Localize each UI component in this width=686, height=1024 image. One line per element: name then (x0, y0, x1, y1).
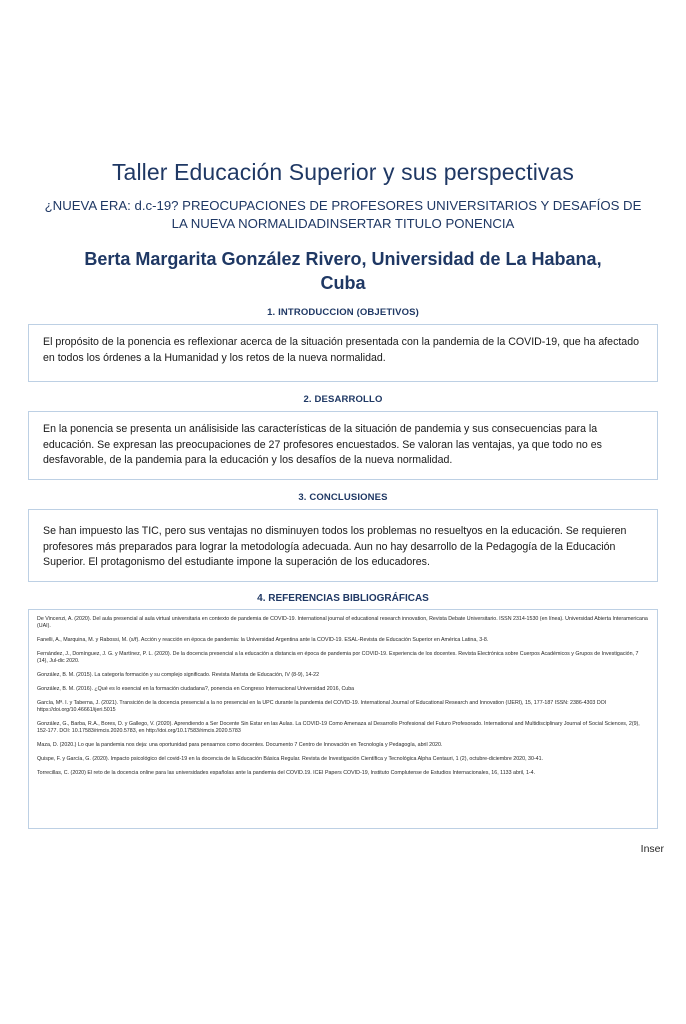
reference-item: González, B. M. (2016). ¿Qué es lo esencial en la formación ciudadana?, ponencia en Congreso Internacional Universidad 2016, Cuba (37, 685, 355, 692)
poster-authors: Berta Margarita González Rivero, Universidad de La Habana, Cuba (84, 249, 602, 293)
section-box-desarrollo (28, 411, 658, 480)
reference-item: García, Mª. I. y Taberna, J. (2021). Transición de la docencia presencial a la no presencial en la UPC durante la pandemia del COVID-19. International Journal of Educational Research and Innovation (IJERI), 15, 177-187 ISSN: 2386-4303 DOI https://doi.org/10.46661/ijeri.5015 (37, 699, 607, 713)
poster-header (28, 0, 658, 295)
poster-subtitle: ¿NUEVA ERA: d.c-19? PREOCUPACIONES DE PROFESORES UNIVERSITARIOS Y DESAFÍOS DE LA NUEVA NORMALIDADINSERTAR TITULO PONENCIA (44, 197, 642, 232)
reference-item: Quispe, F. y García, G. (2020). Impacto psicológico del covid-19 en la docencia de la Educación Básica Regular. Revista de Investigación Científica y Tecnológica Alpha Centauri, 1 (2), octubre-diciembre 2020, 30-41. (37, 755, 544, 762)
page-title: Taller Educación Superior y sus perspectivas (111, 159, 575, 185)
reference-item: Fanelli, A., Marquina, M. y Rabossi, M. (s/f). Acción y reacción en época de pandemia: la Universidad Argentina ante la COVID-19. ESAL-Revista de Educación Superior en América Latina, 3-8. (37, 637, 489, 643)
section-introduccion (28, 307, 658, 382)
section-body-conclusiones: Se han impuesto las TIC, pero sus ventajas no disminuyen todos los problemas no resueltyos en la educación. Se requieren profesores más preparados para lograr la metodología adecuada. Aun no hay desarrollo de la Pedagogía de la Educación Superior. El protagonismo del estudiante impone la superación de los educadores. (43, 525, 627, 569)
section-box-introduccion (28, 324, 658, 382)
reference-item: Torrecillas, C. (2020) El reto de la docencia online para las universidades españolas ante la pandemia del COVID.19. ICEI Papers COVID-19, Instituto Complutense de Estudios Internacionales, 16, 1133 abril, 1-4. (37, 769, 536, 776)
section-heading-referencias: 4. REFERENCIAS BIBLIOGRÁFICAS (257, 593, 429, 605)
reference-item: De Vincenzi, A. (2020). Del aula presencial al aula virtual universitaria en contexto de pandemia de COVID-19. International journal of educational research innovation, Revista Debate Universitario. ISSN 2314-1530 (en línea). Universidad Abierta Interamericana (UAI). (37, 616, 648, 630)
section-heading-desarrollo: 2. DESARROLLO (303, 394, 383, 405)
section-desarrollo (28, 394, 658, 480)
section-heading-conclusiones: 3. CONCLUSIONES (298, 492, 388, 504)
section-heading-introduccion: 1. INTRODUCCION (OBJETIVOS) (267, 307, 419, 318)
footer-note: Inser (640, 843, 664, 855)
references-box (28, 609, 658, 829)
section-body-desarrollo: En la ponencia se presenta un análisiside las características de la situación de pandemia y sus consecuencias para la educación. Se expresan las preocupaciones de 27 profesores encuestados. Se valoran las ventajas, ya que todo no es desfavorable, de la pandemia para la educación y los desafíos de la nueva normalidad. (43, 423, 602, 467)
section-body-introduccion: El propósito de la ponencia es reflexionar acerca de la situación presentada con la pandemia de la COVID-19, que ha afectado en todos los órdenes a la Humanidad y los retos de la nueva normalidad. (43, 336, 639, 364)
reference-item: Maza, D. (2020.) Lo que la pandemia nos deja: una oportunidad para pensarnos como docentes. Documento 7 Centro de Innovación en Tecnología y Pedagogía, abril 2020. (37, 741, 443, 748)
reference-item: González, B. M. (2015). La categoría formación y su complejo significado. Revista Marista de Educación, IV (8-9), 14-22 (37, 671, 320, 678)
section-referencias (28, 593, 658, 829)
section-box-conclusiones (28, 509, 658, 582)
reference-item: González, G., Barba, R.A., Bores, D. y Gallego, V. (2020). Aprendiendo a Ser Docente Sin Estar en las Aulas. La COVID-19 Como Amenaza al Desarrollo Profesional del Futuro Profesorado. International and Multidisciplinary Journal of Social Sciences, 2(9), 152-177. DOI: 10.17583/rimcis.2020.5783, en http://doi.org/10.17583/rimcis.2020.5783 (37, 720, 640, 734)
section-conclusiones (28, 492, 658, 582)
reference-item: Fernández, J., Domínguez, J. G. y Martínez, P. L. (2020). De la docencia presencial a la educación a distancia en época de pandemia por COVID-19. Experiencia de los docentes. Revista Electrónica sobre Cuerpos Académicos y Grupos de Investigación, 7 (14), Jul-dic 2020. (37, 650, 639, 664)
